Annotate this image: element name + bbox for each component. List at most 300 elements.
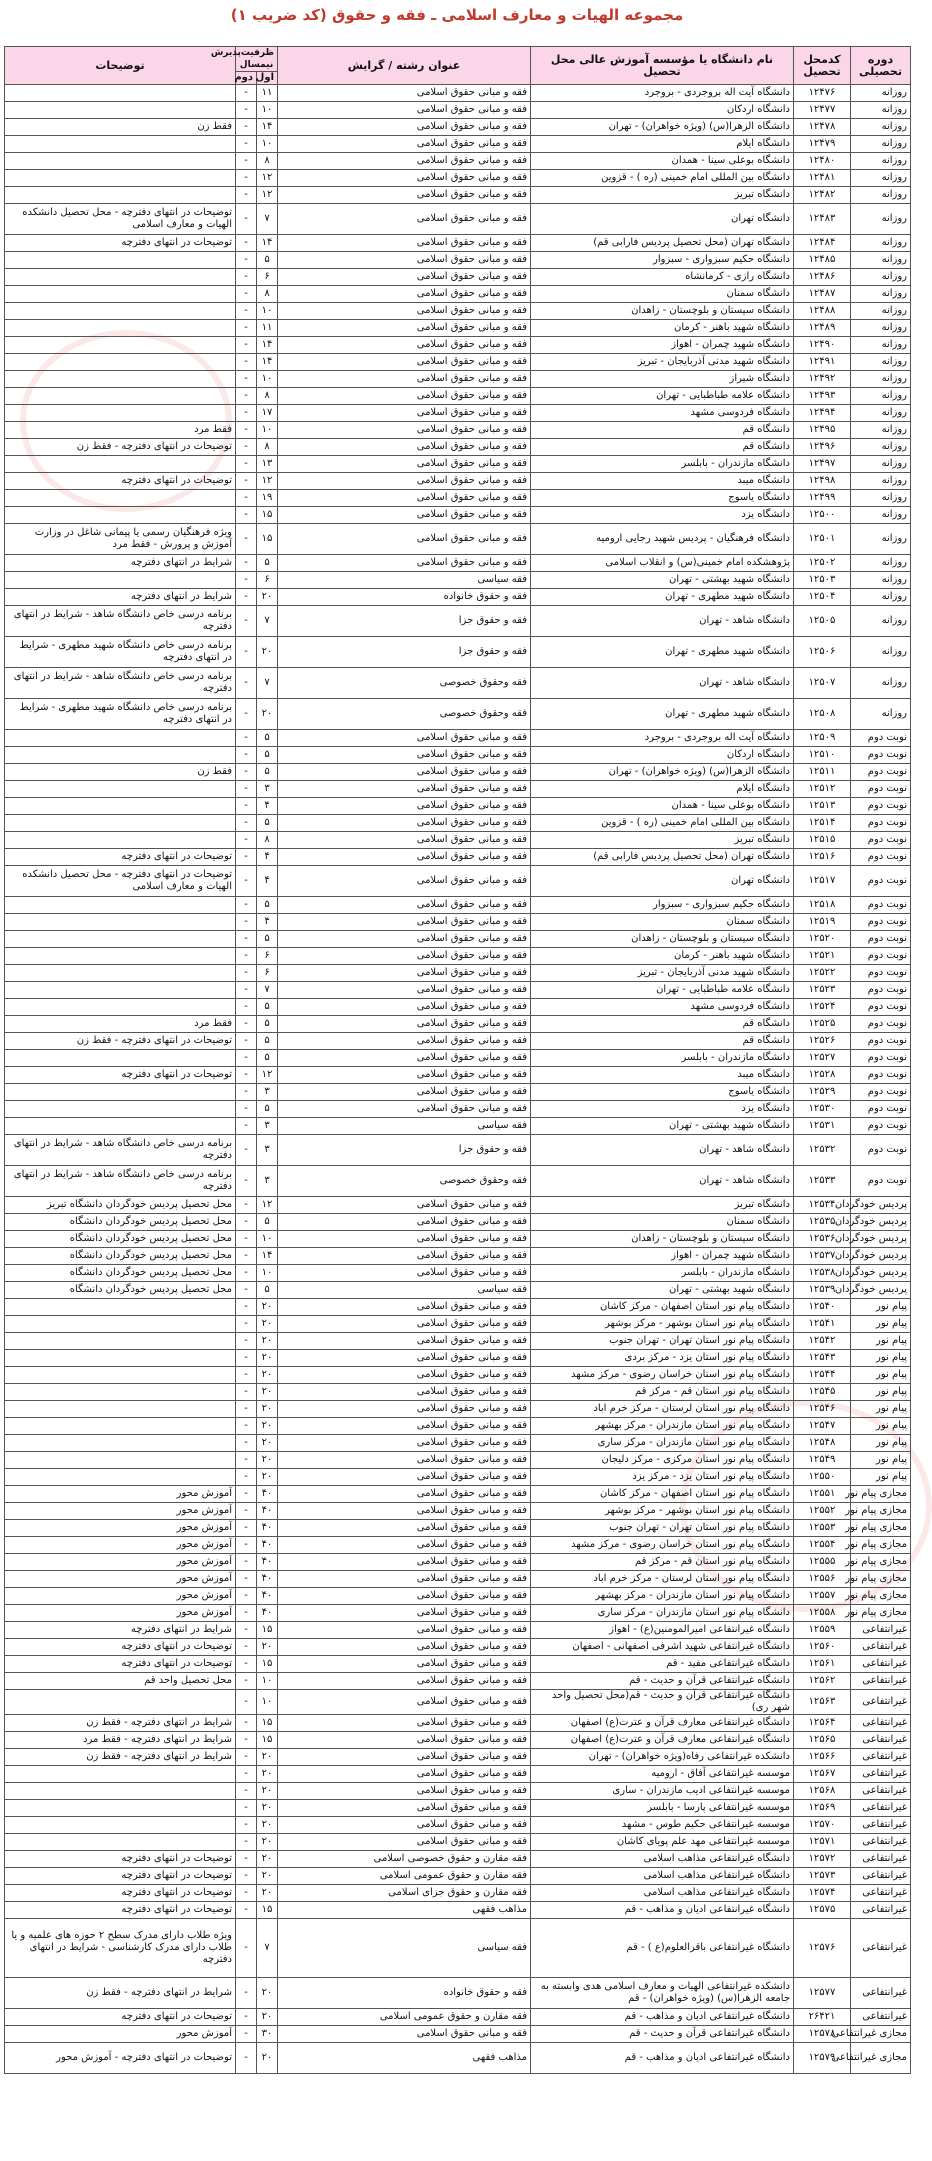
university-cell: دانشگاه پیام نور استان تهران - تهران جنوب bbox=[531, 1333, 794, 1350]
capacity-sem2-cell: - bbox=[236, 1503, 257, 1520]
period-cell: نوبت دوم bbox=[851, 1033, 911, 1050]
table-row bbox=[5, 948, 911, 965]
notes-cell: توضیحات در انتهای دفترچه bbox=[5, 2009, 236, 2026]
field-cell: فقه و مبانی حقوق اسلامی bbox=[278, 320, 531, 337]
field-cell: فقه و حقوق جزا bbox=[278, 1135, 531, 1166]
capacity-sem2-cell: - bbox=[236, 1851, 257, 1868]
period-cell: روزانه bbox=[851, 699, 911, 730]
field-cell: مذاهب فقهی bbox=[278, 2043, 531, 2074]
notes-cell: محل تحصیل واحد قم bbox=[5, 1673, 236, 1690]
notes-cell bbox=[5, 914, 236, 931]
field-cell: فقه و مبانی حقوق اسلامی bbox=[278, 235, 531, 252]
capacity-sem1-cell: ۱۰ bbox=[257, 1265, 278, 1282]
capacity-sem2-cell: - bbox=[236, 815, 257, 832]
code-cell: ۱۲۵۱۷ bbox=[794, 866, 851, 897]
notes-cell: آموزش محور bbox=[5, 1486, 236, 1503]
table-row bbox=[5, 764, 911, 781]
period-cell: روزانه bbox=[851, 269, 911, 286]
field-cell: فقه و مبانی حقوق اسلامی bbox=[278, 1783, 531, 1800]
university-cell: دانشگاه پیام نور استان مرکزی - مرکز دلیجان bbox=[531, 1452, 794, 1469]
capacity-sem1-cell: ۲۰ bbox=[257, 1817, 278, 1834]
capacity-sem1-cell: ۸ bbox=[257, 832, 278, 849]
notes-cell: توضیحات در انتهای دفترچه bbox=[5, 1868, 236, 1885]
table-row bbox=[5, 2043, 911, 2074]
table-row bbox=[5, 897, 911, 914]
capacity-sem2-cell: - bbox=[236, 965, 257, 982]
notes-cell: شرایط در انتهای دفترچه - فقط زن bbox=[5, 1978, 236, 2009]
university-cell: دانشگاه غیرانتفاعی امیرالمومنین(ع) - اهواز bbox=[531, 1622, 794, 1639]
field-cell: فقه و مبانی حقوق اسلامی bbox=[278, 764, 531, 781]
table-row bbox=[5, 1622, 911, 1639]
period-cell: روزانه bbox=[851, 572, 911, 589]
period-cell: مجازی پیام نور bbox=[851, 1520, 911, 1537]
table-row bbox=[5, 1367, 911, 1384]
university-cell: دانشگاه حکیم سبزواری - سبزوار bbox=[531, 252, 794, 269]
notes-cell: محل تحصیل پردیس خودگردان دانشگاه bbox=[5, 1282, 236, 1299]
notes-cell: آموزش محور bbox=[5, 1605, 236, 1622]
notes-cell bbox=[5, 1118, 236, 1135]
period-cell: روزانه bbox=[851, 204, 911, 235]
period-cell: نوبت دوم bbox=[851, 832, 911, 849]
capacity-sem2-cell: - bbox=[236, 1919, 257, 1978]
code-cell: ۱۲۵۷۹ bbox=[794, 2043, 851, 2074]
table-row bbox=[5, 1299, 911, 1316]
table-row bbox=[5, 1588, 911, 1605]
code-cell: ۱۲۴۹۰ bbox=[794, 337, 851, 354]
capacity-sem2-cell: - bbox=[236, 1902, 257, 1919]
capacity-sem2-cell: - bbox=[236, 1605, 257, 1622]
notes-cell: توضیحات در انتهای دفترچه bbox=[5, 1067, 236, 1084]
field-cell: فقه وحقوق خصوصی bbox=[278, 699, 531, 730]
code-cell: ۱۲۵۶۷ bbox=[794, 1766, 851, 1783]
field-cell: فقه و مبانی حقوق اسلامی bbox=[278, 781, 531, 798]
table-row bbox=[5, 1418, 911, 1435]
university-cell: دانشگاه بوعلی سینا - همدان bbox=[531, 153, 794, 170]
notes-cell: ویژه فرهنگیان رسمی یا پیمانی شاغل در وزارت آموزش و پرورش - فقط مرد bbox=[5, 524, 236, 555]
capacity-sem1-cell: ۲۰ bbox=[257, 589, 278, 606]
notes-cell: توضیحات در انتهای دفترچه - محل تحصیل دانشکده الهیات و معارف اسلامی bbox=[5, 866, 236, 897]
code-cell: ۱۲۵۵۴ bbox=[794, 1537, 851, 1554]
field-cell: فقه و مبانی حقوق اسلامی bbox=[278, 1367, 531, 1384]
code-cell: ۱۲۵۷۲ bbox=[794, 1851, 851, 1868]
capacity-sem1-cell: ۱۵ bbox=[257, 1715, 278, 1732]
notes-cell bbox=[5, 507, 236, 524]
period-cell: روزانه bbox=[851, 136, 911, 153]
code-cell: ۱۲۵۶۳ bbox=[794, 1690, 851, 1715]
header-notes: توضیحات bbox=[5, 47, 236, 85]
code-cell: ۱۲۵۰۸ bbox=[794, 699, 851, 730]
notes-cell bbox=[5, 170, 236, 187]
period-cell: مجازی غیرانتفاعی bbox=[851, 2026, 911, 2043]
period-cell: روزانه bbox=[851, 371, 911, 388]
university-cell: دانشگاه پیام نور استان مازندران - مرکز ساری bbox=[531, 1605, 794, 1622]
university-cell: دانشگاه پیام نور استان اصفهان - مرکز کاشان bbox=[531, 1299, 794, 1316]
table-row bbox=[5, 1571, 911, 1588]
university-cell: دانشگاه غیرانتفاعی مذاهب اسلامی bbox=[531, 1885, 794, 1902]
capacity-sem1-cell: ۱۵ bbox=[257, 1732, 278, 1749]
notes-cell: توضیحات در انتهای دفترچه bbox=[5, 473, 236, 490]
capacity-sem1-cell: ۱۲ bbox=[257, 187, 278, 204]
table-row bbox=[5, 1885, 911, 1902]
notes-cell bbox=[5, 815, 236, 832]
capacity-sem1-cell: ۱۱ bbox=[257, 320, 278, 337]
period-cell: پردیس خودگردان bbox=[851, 1214, 911, 1231]
period-cell: نوبت دوم bbox=[851, 1050, 911, 1067]
period-cell: غیرانتفاعی bbox=[851, 1766, 911, 1783]
period-cell: مجازی پیام نور bbox=[851, 1588, 911, 1605]
table-row bbox=[5, 1868, 911, 1885]
table-row bbox=[5, 337, 911, 354]
notes-cell: توضیحات در انتهای دفترچه - فقط زن bbox=[5, 439, 236, 456]
capacity-sem2-cell: - bbox=[236, 473, 257, 490]
notes-cell bbox=[5, 999, 236, 1016]
period-cell: نوبت دوم bbox=[851, 1067, 911, 1084]
notes-cell bbox=[5, 1367, 236, 1384]
field-cell: فقه و مبانی حقوق اسلامی bbox=[278, 1350, 531, 1367]
code-cell: ۱۲۵۷۱ bbox=[794, 1834, 851, 1851]
capacity-sem1-cell: ۴۰ bbox=[257, 1605, 278, 1622]
capacity-sem2-cell: - bbox=[236, 1588, 257, 1605]
capacity-sem1-cell: ۱۰ bbox=[257, 1673, 278, 1690]
period-cell: نوبت دوم bbox=[851, 730, 911, 747]
university-cell: دانشگاه پیام نور استان خراسان رضوی - مرکز مشهد bbox=[531, 1367, 794, 1384]
field-cell: فقه و مبانی حقوق اسلامی bbox=[278, 1418, 531, 1435]
field-cell: فقه و مبانی حقوق اسلامی bbox=[278, 1231, 531, 1248]
period-cell: پردیس خودگردان bbox=[851, 1282, 911, 1299]
field-cell: فقه و مبانی حقوق اسلامی bbox=[278, 1214, 531, 1231]
capacity-sem1-cell: ۶ bbox=[257, 948, 278, 965]
capacity-sem2-cell: - bbox=[236, 897, 257, 914]
table-row bbox=[5, 1902, 911, 1919]
field-cell: فقه و مبانی حقوق اسلامی bbox=[278, 1554, 531, 1571]
table-row bbox=[5, 1248, 911, 1265]
code-cell: ۱۲۵۵۷ bbox=[794, 1588, 851, 1605]
table-row bbox=[5, 1084, 911, 1101]
field-cell: فقه و مبانی حقوق اسلامی bbox=[278, 1690, 531, 1715]
capacity-sem1-cell: ۲۰ bbox=[257, 1367, 278, 1384]
code-cell: ۱۲۴۸۵ bbox=[794, 252, 851, 269]
period-cell: غیرانتفاعی bbox=[851, 1656, 911, 1673]
university-cell: دانشگاه شاهد - تهران bbox=[531, 668, 794, 699]
capacity-sem1-cell: ۸ bbox=[257, 388, 278, 405]
field-cell: فقه مقارن و حقوق جزای اسلامی bbox=[278, 1885, 531, 1902]
university-cell: دانشگاه شهید مطهری - تهران bbox=[531, 699, 794, 730]
admission-table bbox=[4, 46, 911, 2074]
notes-cell bbox=[5, 948, 236, 965]
capacity-sem2-cell: - bbox=[236, 1316, 257, 1333]
period-cell: نوبت دوم bbox=[851, 965, 911, 982]
code-cell: ۱۲۵۲۳ bbox=[794, 982, 851, 999]
field-cell: فقه و مبانی حقوق اسلامی bbox=[278, 136, 531, 153]
field-cell: فقه و مبانی حقوق اسلامی bbox=[278, 170, 531, 187]
table-row bbox=[5, 85, 911, 102]
field-cell: فقه و مبانی حقوق اسلامی bbox=[278, 2026, 531, 2043]
notes-cell: آموزش محور bbox=[5, 1537, 236, 1554]
university-cell: دانشکده غیرانتفاعی رفاه(ویژه خواهران) - تهران bbox=[531, 1749, 794, 1766]
period-cell: غیرانتفاعی bbox=[851, 1902, 911, 1919]
period-cell: روزانه bbox=[851, 388, 911, 405]
code-cell: ۱۲۴۸۷ bbox=[794, 286, 851, 303]
capacity-sem2-cell: - bbox=[236, 1622, 257, 1639]
table-row bbox=[5, 914, 911, 931]
capacity-sem1-cell: ۱۴ bbox=[257, 119, 278, 136]
code-cell: ۱۲۵۴۱ bbox=[794, 1316, 851, 1333]
capacity-sem2-cell: - bbox=[236, 1118, 257, 1135]
code-cell: ۱۲۴۷۹ bbox=[794, 136, 851, 153]
table-row bbox=[5, 456, 911, 473]
capacity-sem1-cell: ۴ bbox=[257, 849, 278, 866]
code-cell: ۱۲۵۶۸ bbox=[794, 1783, 851, 1800]
capacity-sem2-cell: - bbox=[236, 1350, 257, 1367]
capacity-sem2-cell: - bbox=[236, 235, 257, 252]
table-row bbox=[5, 439, 911, 456]
capacity-sem2-cell: - bbox=[236, 1248, 257, 1265]
field-cell: فقه مقارن و حقوق عمومی اسلامی bbox=[278, 1868, 531, 1885]
code-cell: ۱۲۵۰۴ bbox=[794, 589, 851, 606]
capacity-sem2-cell: - bbox=[236, 1554, 257, 1571]
table-row bbox=[5, 832, 911, 849]
university-cell: موسسه غیرانتفاعی پارسا - بابلسر bbox=[531, 1800, 794, 1817]
code-cell: ۱۲۵۵۰ bbox=[794, 1469, 851, 1486]
field-cell: فقه و مبانی حقوق اسلامی bbox=[278, 965, 531, 982]
capacity-sem1-cell: ۵ bbox=[257, 1282, 278, 1299]
period-cell: روزانه bbox=[851, 507, 911, 524]
notes-cell bbox=[5, 85, 236, 102]
period-cell: روزانه bbox=[851, 668, 911, 699]
university-cell: دانشگاه شهید مدنی آذربایجان - تبریز bbox=[531, 965, 794, 982]
field-cell: فقه و مبانی حقوق اسلامی bbox=[278, 1588, 531, 1605]
capacity-sem2-cell: - bbox=[236, 1197, 257, 1214]
capacity-sem1-cell: ۱۰ bbox=[257, 1231, 278, 1248]
capacity-sem2-cell: - bbox=[236, 1732, 257, 1749]
capacity-sem2-cell: - bbox=[236, 1715, 257, 1732]
capacity-sem2-cell: - bbox=[236, 699, 257, 730]
field-cell: فقه و مبانی حقوق اسلامی bbox=[278, 1817, 531, 1834]
code-cell: ۱۲۴۹۶ bbox=[794, 439, 851, 456]
capacity-sem1-cell: ۵ bbox=[257, 931, 278, 948]
field-cell: فقه و مبانی حقوق اسلامی bbox=[278, 798, 531, 815]
capacity-sem1-cell: ۲۰ bbox=[257, 637, 278, 668]
field-cell: فقه و مبانی حقوق اسلامی bbox=[278, 1101, 531, 1118]
notes-cell bbox=[5, 572, 236, 589]
capacity-sem1-cell: ۲۰ bbox=[257, 1868, 278, 1885]
field-cell: فقه و حقوق جزا bbox=[278, 606, 531, 637]
table-row bbox=[5, 1214, 911, 1231]
capacity-sem1-cell: ۵ bbox=[257, 1050, 278, 1067]
capacity-sem1-cell: ۵ bbox=[257, 730, 278, 747]
code-cell: ۱۲۵۱۶ bbox=[794, 849, 851, 866]
field-cell: فقه و مبانی حقوق اسلامی bbox=[278, 1067, 531, 1084]
field-cell: فقه و مبانی حقوق اسلامی bbox=[278, 1486, 531, 1503]
code-cell: ۱۲۵۲۹ bbox=[794, 1084, 851, 1101]
field-cell: فقه و مبانی حقوق اسلامی bbox=[278, 914, 531, 931]
notes-cell bbox=[5, 1690, 236, 1715]
table-row bbox=[5, 1197, 911, 1214]
code-cell: ۱۲۵۰۹ bbox=[794, 730, 851, 747]
capacity-sem1-cell: ۷ bbox=[257, 606, 278, 637]
code-cell: ۱۲۴۷۶ bbox=[794, 85, 851, 102]
code-cell: ۱۲۵۳۸ bbox=[794, 1265, 851, 1282]
capacity-sem2-cell: - bbox=[236, 119, 257, 136]
table-row bbox=[5, 798, 911, 815]
capacity-sem1-cell: ۵ bbox=[257, 1101, 278, 1118]
table-row bbox=[5, 1050, 911, 1067]
capacity-sem1-cell: ۶ bbox=[257, 965, 278, 982]
capacity-sem2-cell: - bbox=[236, 102, 257, 119]
capacity-sem1-cell: ۵ bbox=[257, 764, 278, 781]
capacity-sem2-cell: - bbox=[236, 1214, 257, 1231]
table-row bbox=[5, 490, 911, 507]
university-cell: دانشکده غیرانتفاعی الهیات و معارف اسلامی هدی وابسته به جامعه الزهرا(س) (ویژه خواهران) - قم bbox=[531, 1978, 794, 2009]
capacity-sem2-cell: - bbox=[236, 439, 257, 456]
period-cell: نوبت دوم bbox=[851, 948, 911, 965]
period-cell: روزانه bbox=[851, 337, 911, 354]
table-row bbox=[5, 589, 911, 606]
capacity-sem2-cell: - bbox=[236, 589, 257, 606]
code-cell: ۱۲۵۳۴ bbox=[794, 1197, 851, 1214]
period-cell: روزانه bbox=[851, 252, 911, 269]
university-cell: دانشگاه غیرانتفاعی معارف قرآن و عترت(ع) اصفهان bbox=[531, 1715, 794, 1732]
code-cell: ۱۲۵۵۶ bbox=[794, 1571, 851, 1588]
code-cell: ۱۲۵۵۹ bbox=[794, 1622, 851, 1639]
field-cell: فقه و مبانی حقوق اسلامی bbox=[278, 747, 531, 764]
table-row bbox=[5, 699, 911, 730]
notes-cell: شرایط در انتهای دفترچه - فقط مرد bbox=[5, 1732, 236, 1749]
period-cell: پیام نور bbox=[851, 1350, 911, 1367]
university-cell: دانشگاه میبد bbox=[531, 1067, 794, 1084]
capacity-sem1-cell: ۵ bbox=[257, 1033, 278, 1050]
capacity-sem2-cell: - bbox=[236, 1520, 257, 1537]
capacity-sem2-cell: - bbox=[236, 637, 257, 668]
university-cell: دانشگاه غیرانتفاعی ادیان و مذاهب - قم bbox=[531, 2043, 794, 2074]
code-cell: ۱۲۵۲۲ bbox=[794, 965, 851, 982]
university-cell: دانشگاه پیام نور استان یزد - مرکز بردی bbox=[531, 1350, 794, 1367]
notes-cell: فقط مرد bbox=[5, 1016, 236, 1033]
table-row bbox=[5, 2026, 911, 2043]
code-cell: ۱۲۵۲۵ bbox=[794, 1016, 851, 1033]
notes-cell: آموزش محور bbox=[5, 1520, 236, 1537]
capacity-sem1-cell: ۲۰ bbox=[257, 1639, 278, 1656]
university-cell: دانشگاه رازی - کرمانشاه bbox=[531, 269, 794, 286]
field-cell: فقه مقارن و حقوق خصوصی اسلامی bbox=[278, 1851, 531, 1868]
capacity-sem2-cell: - bbox=[236, 303, 257, 320]
capacity-sem2-cell: - bbox=[236, 1033, 257, 1050]
period-cell: پردیس خودگردان bbox=[851, 1197, 911, 1214]
table-body bbox=[5, 85, 911, 2074]
table-row bbox=[5, 1118, 911, 1135]
period-cell: غیرانتفاعی bbox=[851, 1715, 911, 1732]
period-cell: روزانه bbox=[851, 286, 911, 303]
university-cell: دانشگاه سیستان و بلوچستان - زاهدان bbox=[531, 931, 794, 948]
period-cell: غیرانتفاعی bbox=[851, 1732, 911, 1749]
capacity-sem1-cell: ۵ bbox=[257, 747, 278, 764]
capacity-sem1-cell: ۲۰ bbox=[257, 1800, 278, 1817]
table-row bbox=[5, 1732, 911, 1749]
field-cell: فقه و مبانی حقوق اسلامی bbox=[278, 422, 531, 439]
capacity-sem2-cell: - bbox=[236, 1817, 257, 1834]
notes-cell: محل تحصیل پردیس خودگردان دانشگاه bbox=[5, 1214, 236, 1231]
field-cell: فقه و مبانی حقوق اسلامی bbox=[278, 897, 531, 914]
table-header-row bbox=[5, 47, 911, 72]
table-row bbox=[5, 1316, 911, 1333]
period-cell: نوبت دوم bbox=[851, 982, 911, 999]
university-cell: دانشگاه تبریز bbox=[531, 832, 794, 849]
notes-cell bbox=[5, 1800, 236, 1817]
notes-cell bbox=[5, 136, 236, 153]
period-cell: نوبت دوم bbox=[851, 781, 911, 798]
table-row bbox=[5, 1452, 911, 1469]
code-cell: ۲۶۴۲۱ bbox=[794, 2009, 851, 2026]
table-row bbox=[5, 524, 911, 555]
field-cell: فقه و مبانی حقوق اسلامی bbox=[278, 119, 531, 136]
capacity-sem2-cell: - bbox=[236, 668, 257, 699]
capacity-sem1-cell: ۲۰ bbox=[257, 1452, 278, 1469]
notes-cell: فقط زن bbox=[5, 764, 236, 781]
university-cell: دانشگاه پیام نور استان مازندران - مرکز بهشهر bbox=[531, 1418, 794, 1435]
capacity-sem1-cell: ۴ bbox=[257, 866, 278, 897]
university-cell: دانشگاه پیام نور استان مازندران - مرکز ساری bbox=[531, 1435, 794, 1452]
code-cell: ۱۲۵۱۰ bbox=[794, 747, 851, 764]
notes-cell bbox=[5, 303, 236, 320]
field-cell: فقه و مبانی حقوق اسلامی bbox=[278, 337, 531, 354]
field-cell: فقه وحقوق خصوصی bbox=[278, 668, 531, 699]
capacity-sem1-cell: ۲۰ bbox=[257, 1469, 278, 1486]
code-cell: ۱۲۵۷۶ bbox=[794, 1919, 851, 1978]
code-cell: ۱۲۵۰۷ bbox=[794, 668, 851, 699]
notes-cell bbox=[5, 982, 236, 999]
period-cell: مجازی پیام نور bbox=[851, 1537, 911, 1554]
university-cell: دانشگاه یاسوج bbox=[531, 490, 794, 507]
code-cell: ۱۲۵۱۳ bbox=[794, 798, 851, 815]
code-cell: ۱۲۵۳۱ bbox=[794, 1118, 851, 1135]
field-cell: فقه و مبانی حقوق اسلامی bbox=[278, 1656, 531, 1673]
capacity-sem2-cell: - bbox=[236, 354, 257, 371]
code-cell: ۱۲۵۰۵ bbox=[794, 606, 851, 637]
capacity-sem2-cell: - bbox=[236, 1834, 257, 1851]
code-cell: ۱۲۵۰۲ bbox=[794, 555, 851, 572]
university-cell: دانشگاه ایلام bbox=[531, 781, 794, 798]
university-cell: دانشگاه غیرانتفاعی قرآن و حدیث - قم bbox=[531, 1673, 794, 1690]
table-row bbox=[5, 1503, 911, 1520]
capacity-sem1-cell: ۱۲ bbox=[257, 473, 278, 490]
capacity-sem1-cell: ۳ bbox=[257, 781, 278, 798]
university-cell: دانشگاه تهران (محل تحصیل پردیس فارابی قم) bbox=[531, 235, 794, 252]
field-cell: فقه و مبانی حقوق اسلامی bbox=[278, 730, 531, 747]
capacity-sem1-cell: ۸ bbox=[257, 439, 278, 456]
field-cell: فقه و مبانی حقوق اسلامی bbox=[278, 999, 531, 1016]
capacity-sem1-cell: ۴۰ bbox=[257, 1486, 278, 1503]
capacity-sem1-cell: ۱۳ bbox=[257, 456, 278, 473]
header-university: نام دانشگاه یا مؤسسه آموزش عالی محل تحصیل bbox=[531, 47, 794, 85]
capacity-sem2-cell: - bbox=[236, 914, 257, 931]
period-cell: روزانه bbox=[851, 187, 911, 204]
table-row bbox=[5, 1265, 911, 1282]
capacity-sem2-cell: - bbox=[236, 1452, 257, 1469]
capacity-sem2-cell: - bbox=[236, 1282, 257, 1299]
table-row bbox=[5, 1135, 911, 1166]
capacity-sem2-cell: - bbox=[236, 1469, 257, 1486]
university-cell: دانشگاه فرهنگیان - پردیس شهید رجایی ارومیه bbox=[531, 524, 794, 555]
field-cell: فقه و مبانی حقوق اسلامی bbox=[278, 1316, 531, 1333]
field-cell: فقه و مبانی حقوق اسلامی bbox=[278, 388, 531, 405]
field-cell: فقه و مبانی حقوق اسلامی bbox=[278, 1673, 531, 1690]
table-row bbox=[5, 866, 911, 897]
university-cell: دانشگاه تهران bbox=[531, 204, 794, 235]
notes-cell: ویژه طلاب دارای مدرک سطح ۲ حوزه های علمیه و یا طلاب دارای مدرک کارشناسی - شرایط در انتهای دفترچه bbox=[5, 1919, 236, 1978]
capacity-sem1-cell: ۱۲ bbox=[257, 1067, 278, 1084]
capacity-sem2-cell: - bbox=[236, 1537, 257, 1554]
capacity-sem2-cell: - bbox=[236, 606, 257, 637]
